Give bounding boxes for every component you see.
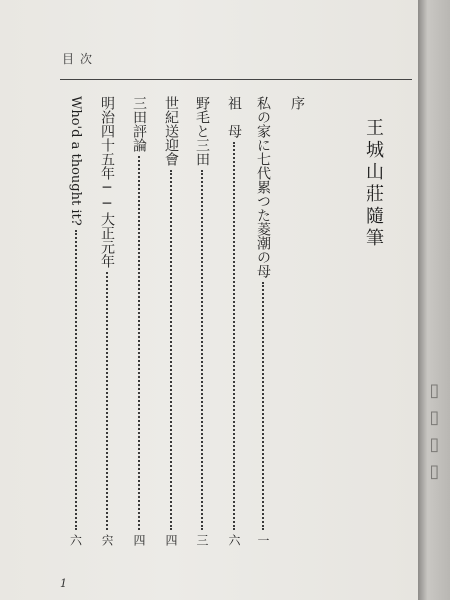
toc-entry-1 (256, 96, 270, 546)
toc-entry-title: 野毛と三田 (194, 96, 210, 166)
toc-entry-title: Who'd a thought it? (68, 96, 83, 226)
leader-dots (170, 170, 172, 530)
toc-entry-page: 三 (195, 534, 209, 546)
toc-entry-page: 六 (68, 534, 83, 546)
toc-entry-3 (195, 96, 209, 546)
toc-entry-4 (164, 96, 178, 546)
toc-entry-preface: 序 (289, 96, 305, 110)
bleed-through-text: ▯▯▯▯ (424, 380, 445, 488)
toc-entry-page: 一 (256, 534, 270, 546)
leader-dots (262, 282, 264, 530)
toc-entry-title: 三田評論 (131, 96, 147, 152)
leader-dots (106, 272, 108, 530)
contents-heading: 目次 (62, 52, 99, 66)
toc-entry-page: 四 (132, 534, 146, 546)
book-title: 王城山莊隨筆 (363, 118, 384, 250)
toc-entry-7 (69, 96, 82, 546)
toc-entry-title: 明治四十五年──大正元年 (99, 96, 115, 268)
toc-entry-title: 世紀送迎會 (163, 96, 179, 166)
toc-entry-5 (132, 96, 146, 546)
leader-dots (201, 170, 203, 530)
toc-entry-title: 私の家に七代累つた菱潮の母 (255, 96, 271, 278)
leader-dots (138, 156, 140, 530)
header-rule (60, 79, 412, 80)
page-number: 1 (60, 577, 67, 590)
toc-entry-page: 四 (164, 534, 178, 546)
leader-dots (233, 142, 235, 530)
toc-entry-title: 祖 母 (226, 96, 242, 138)
toc-entry-6 (100, 96, 114, 546)
toc-entry-2 (227, 96, 241, 546)
next-page-edge (418, 0, 450, 600)
toc-entry-page: 宍 (100, 534, 114, 546)
leader-dots (75, 230, 77, 530)
toc-entry-page: 六 (227, 534, 241, 546)
